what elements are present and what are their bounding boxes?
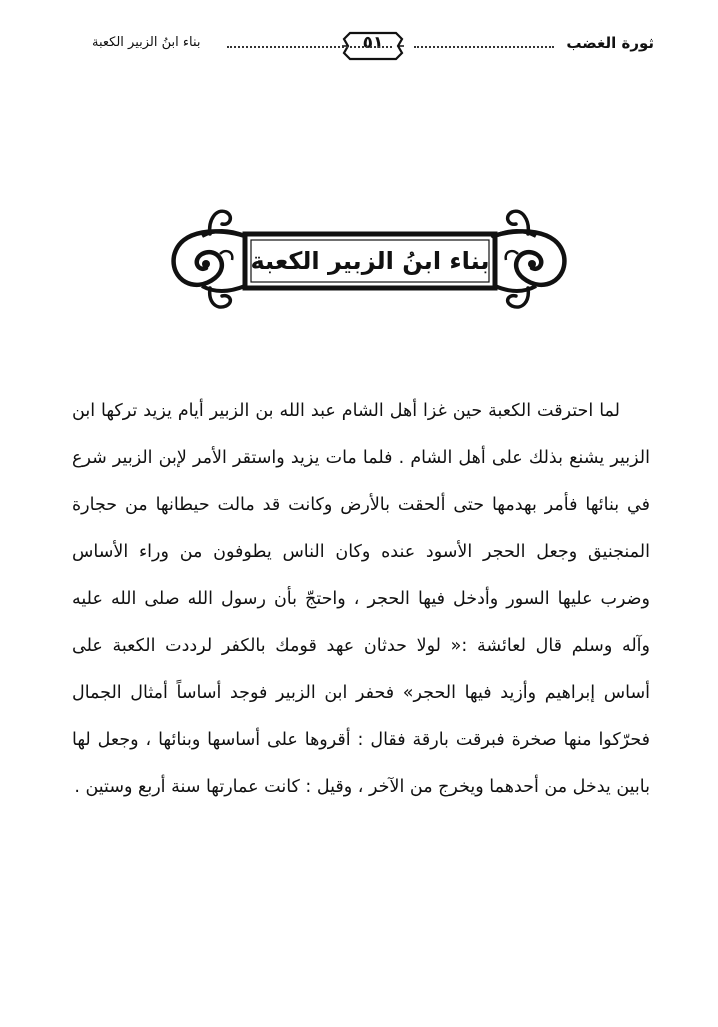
header-dotted-rule-left [227,46,392,48]
page-number: ٥١ [362,33,384,53]
chapter-title: بناء ابنُ الزبير الكعبة [250,247,490,275]
book-title: ثورة الغضب [566,34,654,52]
header-chapter-title: بناء ابنُ الزبير الكعبة [92,35,201,50]
chapter-title-banner [160,198,578,310]
running-header [92,30,654,66]
body-paragraph: لما احترقت الكعبة حين غزا أهل الشام عبد الله بن الزبير أيام يزيد تركها ابن الزبير يشنع بذلك على أهل الشام . فلما مات يزيد واستقر الأمر لإبن الزبير شرع في بنائها فأمر بهدمها حتى ألحقت بالأرض وكانت قد مالت حيطانها من حجارة المنجنيق وجعل الحجر الأسود عنده وكان الناس يطوفون من وراء الأساس وضرب عليها السور وأدخل فيها الحجر ، واحتجّ بأن رسول الله صلى الله عليه وآله وسلم قال لعائشة :« لولا حدثان عهد قومك بالكفر لرددت الكعبة على أساس إبراهيم وأزيد فيها الحجر» فحفر ابن الزبير فوجد أساساً أمثال الجمال فحرّكوا منها صخرة فبرقت بارقة فقال : أقروها على أساسها وبنائها ، وجعل لها بابين يدخل من أحدهما ويخرج من الآخر ، وقيل : كانت عمارتها سنة أربع وستين . [72,401,650,797]
body-text [72,388,650,811]
header-dotted-rule-right [414,46,554,48]
